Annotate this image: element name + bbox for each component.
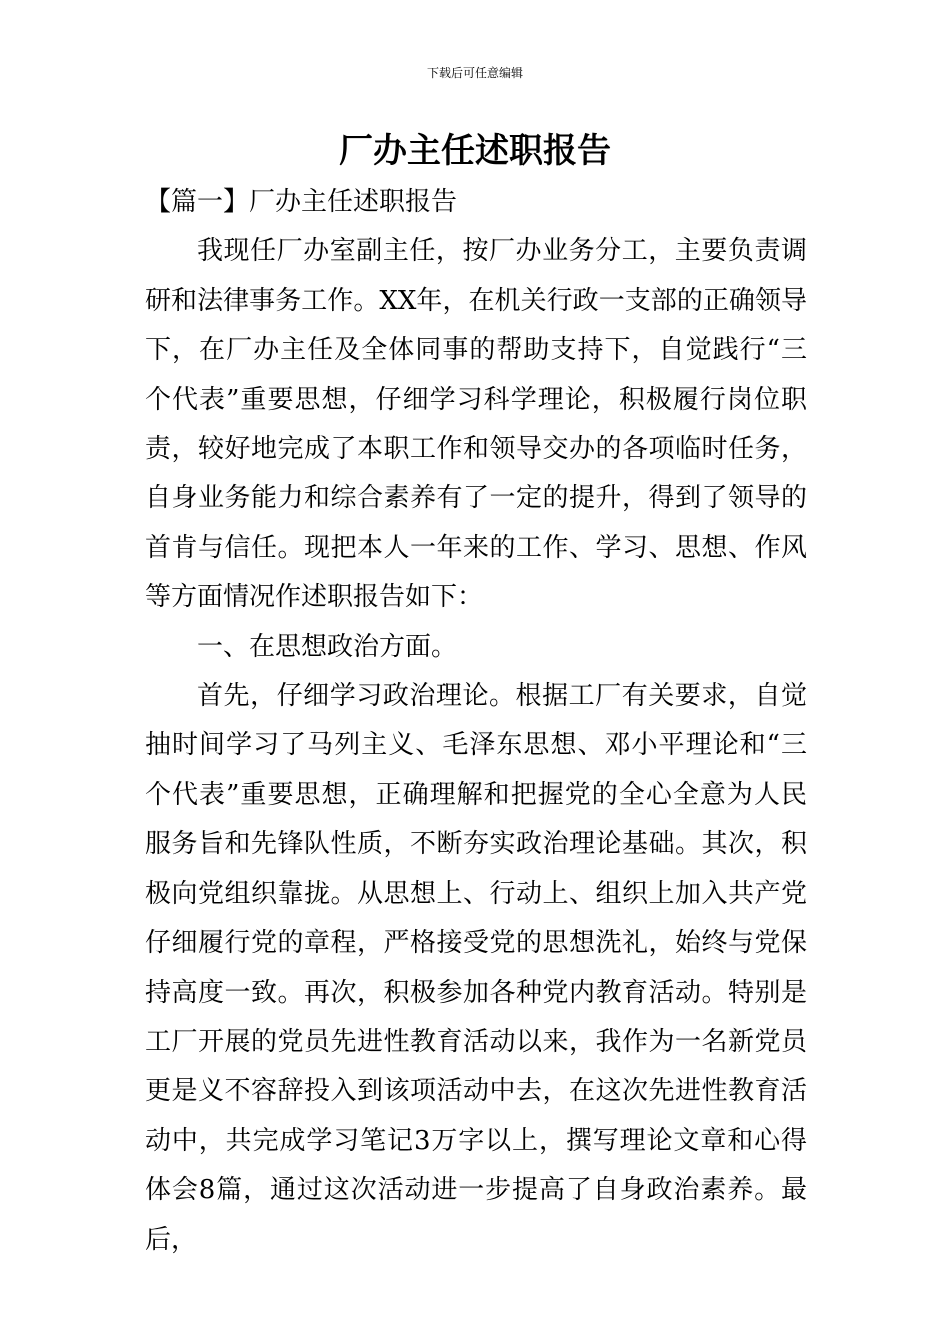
paragraph-intro: 我现任厂办室副主任，按厂办业务分工，主要负责调研和法律事务工作。XX年，在机关行政一支部的正确领导下，在厂办主任及全体同事的帮助支持下，自觉践行“三个代表”重要思想，仔细学习科学理论，积极履行岗位职责，较好地完成了本职工作和领导交办的各项临时任务，自身业务能力和综合素养有了一定的提升，得到了领导的首肯与信任。现把本人一年来的工作、学习、思想、作风等方面情况作述职报告如下：: [145, 236, 807, 613]
document-title: 厂办主任述职报告: [339, 131, 611, 171]
paragraph-politics: 首先，仔细学习政治理论。根据工厂有关要求，自觉抽时间学习了马列主义、毛泽东思想、邓小平理论和“三个代表”重要思想，正确理解和把握党的全心全意为人民服务旨和先锋队性质，不断夯实政治理论基础。其次，积极向党组织靠拢。从思想上、行动上、组织上加入共产党仔细履行党的章程，严格接受党的思想洗礼，始终与党保持高度一致。再次，积极参加各种党内教育活动。特别是工厂开展的党员先进性教育活动以来，我作为一名新党员更是义不容辞投入到该项活动中去，在这次先进性教育活动中，共完成学习笔记3万字以上，撰写理论文章和心得体会8篇，通过这次活动进一步提高了自身政治素养。最后，: [145, 681, 807, 1255]
header-note: 下载后可任意编辑: [426, 66, 523, 80]
document-body: [145, 178, 807, 1265]
paragraph-heading-politics: 一、在思想政治方面。: [197, 631, 458, 662]
section-heading: 【篇一】厂办主任述职报告: [145, 187, 458, 217]
